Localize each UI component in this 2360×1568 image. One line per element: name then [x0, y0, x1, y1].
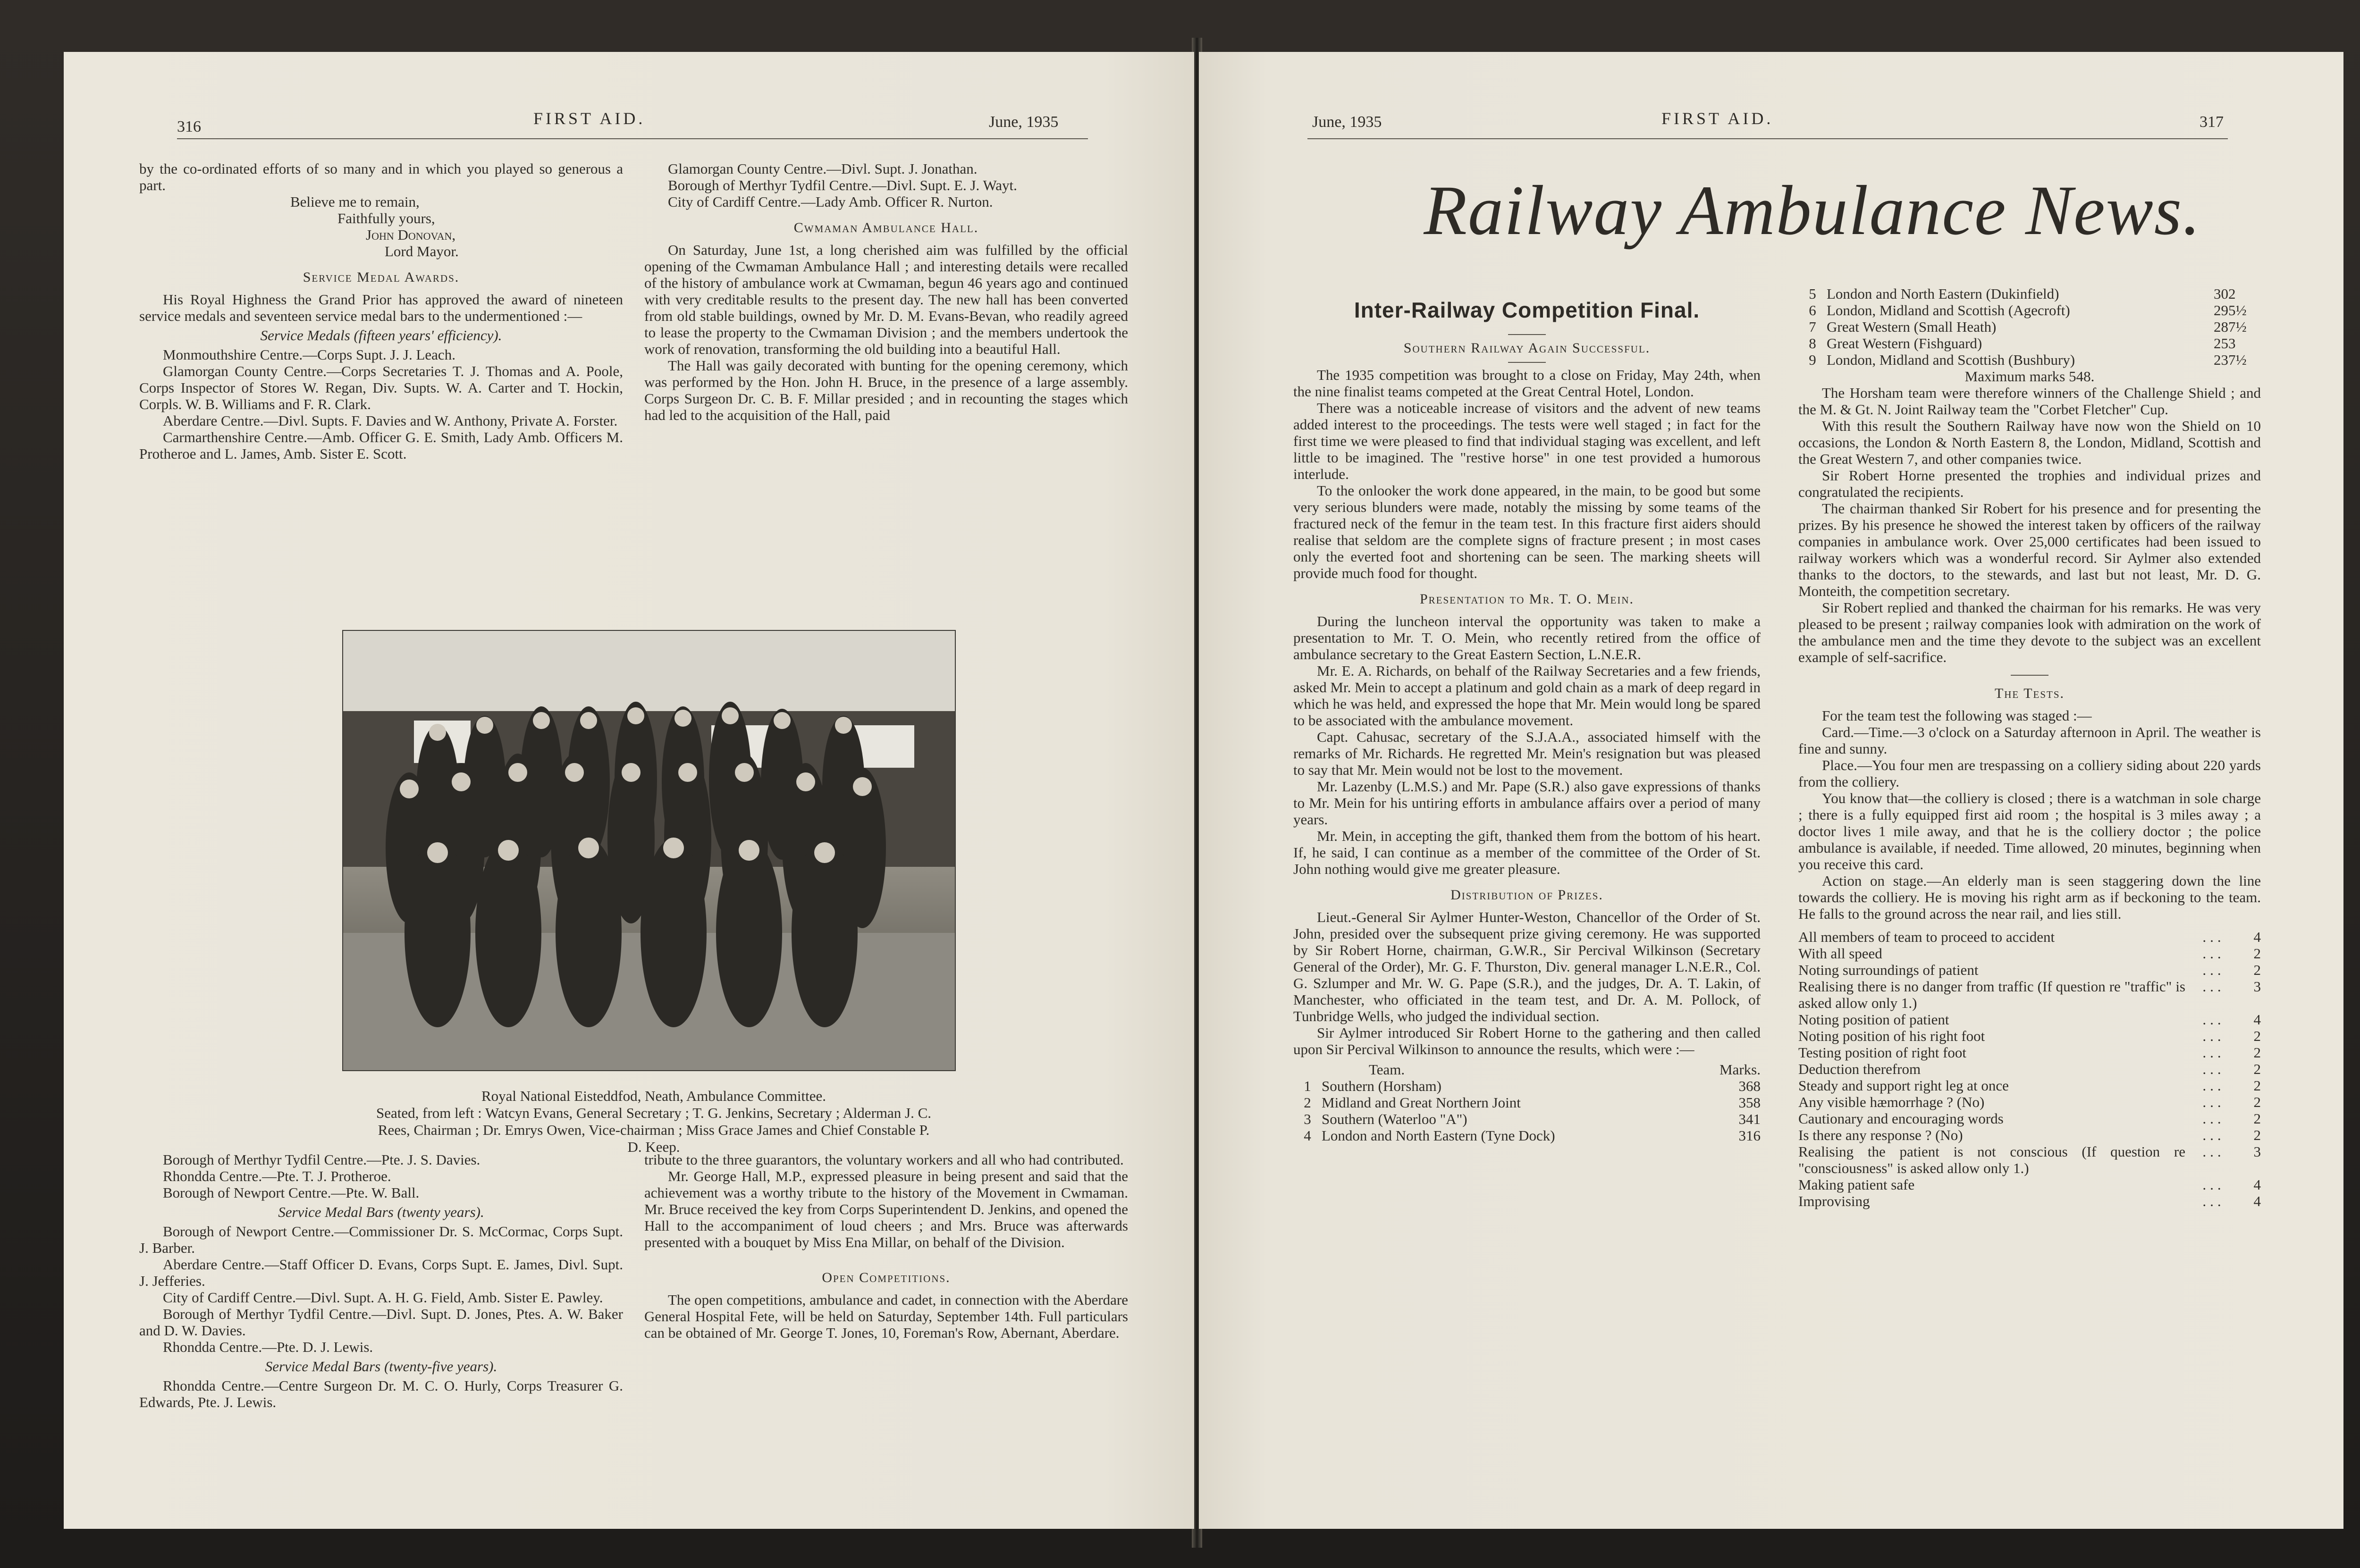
list-item: Aberdare Centre.—Divl. Supts. F. Davies and W. Anthony, Private A. Forster.	[163, 412, 618, 429]
marking-row: Realising the patient is not conscious (If question re "consciousness" is asked allow only 1.) ... 3	[1798, 1143, 2261, 1176]
marking-value: 3	[2253, 1143, 2261, 1160]
section-heading: The Tests.	[1994, 686, 2065, 701]
list-item: Borough of Newport Centre.—Commissioner Dr. S. McCormac, Corps Supt. J. Barber.	[139, 1223, 623, 1256]
marking-item: Realising the patient is not conscious (If question re "consciousness" is asked allow only 1.)	[1798, 1143, 2185, 1176]
marking-item: Any visible hæmorrhage ? (No)	[1798, 1094, 1985, 1110]
header-rule	[177, 138, 1088, 139]
section-title: Railway Ambulance News.	[1424, 171, 2201, 250]
paragraph: With this result the Southern Railway have now won the Shield on 10 occasions, the London & North Eastern 8, the London, Midland, Scottish and the Great Western 7, and other companies twice.	[1798, 418, 2261, 467]
sub-heading: Service Medal Bars (twenty-five years).	[265, 1358, 497, 1375]
marks: 358	[1738, 1094, 1761, 1111]
marking-item: Deduction therefrom	[1798, 1061, 1921, 1077]
marking-row: Realising there is no danger from traffic (If question re "traffic" is asked allow only 1.) ... 3	[1798, 978, 2261, 1011]
photo-caption	[375, 1088, 932, 1156]
paragraph: The Horsham team were therefore winners of the Challenge Shield ; and the M. & Gt. N. Joint Railway team the "Corbet Fletcher" Cup.	[1798, 385, 2261, 418]
divider	[2011, 675, 2048, 676]
section-heading: Cwmaman Ambulance Hall.	[793, 220, 979, 235]
position: 1	[1304, 1078, 1311, 1094]
divider	[1508, 334, 1546, 335]
table-row	[1798, 352, 2261, 368]
team-name: Southern (Horsham)	[1322, 1078, 1441, 1094]
team-name: London, Midland and Scottish (Bushbury)	[1827, 352, 2075, 368]
marking-value: 2	[2253, 1077, 2261, 1094]
paragraph: Lieut.-General Sir Aylmer Hunter-Weston, Chancellor of the Order of St. John, presided over the subsequent prize giving ceremony. He was supported by Sir Robert Horne, chairman, G.W.R., Sir Percival Wilkinson (Secretary General of the Order), Mr. G. F. Thurston, Div. general manager L.N.E.R., Col. G. Szlumper and Mr. W. G. Pape (S.R.), and the judges, Dr. A. T. Lakin, of Manchester, who officiated in the team test, and Dr. A. M. Pollock, of Tunbridge Wells, who judged the individual section.	[1293, 909, 1761, 1024]
marks: 368	[1738, 1078, 1761, 1094]
marking-value: 4	[2253, 1193, 2261, 1209]
marks: 287½	[2214, 319, 2247, 335]
marking-item: Making patient safe	[1798, 1176, 1915, 1193]
marking-item: Testing position of right foot	[1798, 1044, 1967, 1061]
list-item: City of Cardiff Centre.—Divl. Supt. A. H. G. Field, Amb. Sister E. Pawley.	[163, 1289, 603, 1306]
paragraph: Place.—You four men are trespassing on a colliery siding about 220 yards from the colliery.	[1798, 757, 2261, 790]
paragraph: To the onlooker the work done appeared, in the main, to be good but some very serious blunders were made, notably the missing by some teams of the fractured neck of the femur in the team test. In this fracture first aiders should realise that seldom are the complete signs of fracture present ; in most cases only the everted foot and shortening can be seen. The marking sheets will provide much food for thought.	[1293, 482, 1761, 581]
marking-value: 4	[2253, 1176, 2261, 1193]
list-item: Glamorgan County Centre.—Corps Secretaries T. J. Thomas and A. Poole, Corps Inspector of Stores W. Regan, Div. Supts. W. A. Carter and T. Hockin, Corpls. W. B. Williams and F. R. Clark.	[139, 363, 623, 412]
team-name: Midland and Great Northern Joint	[1322, 1094, 1521, 1111]
paragraph: The 1935 competition was brought to a close on Friday, May 24th, when the nine finalist teams competed at the Great Central Hotel, London.	[1293, 367, 1761, 400]
left-column-top	[139, 160, 623, 462]
paragraph: Sir Robert Horne presented the trophies and individual prizes and congratulated the recipients.	[1798, 467, 2261, 500]
left-column-bottom	[139, 1151, 623, 1410]
marking-value: 2	[2253, 1061, 2261, 1077]
list-item: Rhondda Centre.—Centre Surgeon Dr. M. C. O. Hurly, Corps Treasurer G. Edwards, Pte. J. Lewis.	[139, 1377, 623, 1410]
paragraph: For the team test the following was staged :—	[1822, 707, 2092, 724]
list-item: Aberdare Centre.—Staff Officer D. Evans, Corps Supt. E. James, Divl. Supt. J. Jefferies.	[139, 1256, 623, 1289]
paragraph: Mr. Lazenby (L.M.S.) and Mr. Pape (S.R.) also gave expressions of thanks to Mr. Mein for his untiring efforts in ambulance affairs over a period of many years.	[1293, 778, 1761, 828]
marking-item: Realising there is no danger from traffic (If question re "traffic" is asked allow only 1.)	[1798, 978, 2185, 1011]
marking-row: Testing position of right foot ... 2	[1798, 1044, 2261, 1061]
paragraph: There was a noticeable increase of visitors and the advent of new teams added interest to the proceedings. The tests were well staged ; in fact for the first time we were pleased to find that individual staging was excellent, and left little to be imagined. The "restive horse" in one test provided a humorous interlude.	[1293, 400, 1761, 482]
results-table-continued	[1798, 285, 2261, 368]
marking-row: Any visible hæmorrhage ? (No) ... 2	[1798, 1094, 2261, 1110]
table-row	[1798, 335, 2261, 352]
section-heading: Service Medal Awards.	[303, 269, 460, 285]
team-name: Great Western (Small Heath)	[1827, 319, 1997, 335]
marking-row: Noting position of his right foot ... 2	[1798, 1028, 2261, 1044]
issue-date: June, 1935	[1312, 113, 1382, 131]
marking-item: Steady and support right leg at once	[1798, 1077, 2009, 1094]
position: 3	[1304, 1111, 1311, 1127]
header-rule	[1307, 138, 2228, 139]
article-subtitle: Southern Railway Again Successful.	[1403, 340, 1651, 356]
marking-scheme	[1798, 929, 2261, 1209]
team-name: Great Western (Fishguard)	[1827, 335, 1982, 352]
marking-item: With all speed	[1798, 945, 1882, 962]
table-row	[1293, 1094, 1761, 1111]
marking-row: Deduction therefrom ... 2	[1798, 1061, 2261, 1077]
list-item: Glamorgan County Centre.—Divl. Supt. J. Jonathan.	[668, 160, 978, 177]
marking-value: 2	[2253, 1110, 2261, 1127]
group-photo-image	[343, 631, 956, 1071]
max-marks: Maximum marks 548.	[1964, 368, 2095, 385]
list-item: City of Cardiff Centre.—Lady Amb. Officer R. Nurton.	[668, 193, 993, 210]
table-row	[1293, 1127, 1761, 1144]
left-page	[64, 52, 1194, 1529]
table-row	[1798, 302, 2261, 319]
issue-date: June, 1935	[989, 113, 1059, 131]
marking-row: Noting position of patient ... 4	[1798, 1011, 2261, 1028]
article-title: Inter-Railway Competition Final.	[1354, 298, 1700, 322]
marking-item: All members of team to proceed to accident	[1798, 929, 2055, 945]
marking-row: All members of team to proceed to accident ... 4	[1798, 929, 2261, 945]
table-row	[1293, 1078, 1761, 1094]
letter-closing: Faithfully yours,	[337, 210, 435, 226]
paragraph: On Saturday, June 1st, a long cherished aim was fulfilled by the official opening of the Cwmaman Ambulance Hall ; and interesting details were recalled of the history of ambulance work at Cwmaman, begun 46 years ago and continued with very creditable results to the present day. The new hall has been converted from old stable buildings, owned by Mr. D. M. Evans-Bevan, who readily agreed to lease the property to the Cwmaman Division ; and the members undertook the work of renovation, transforming the old building into a beautiful Hall.	[644, 242, 1128, 357]
team-header: Team.	[1369, 1061, 1405, 1078]
list-item: Rhondda Centre.—Pte. D. J. Lewis.	[163, 1339, 373, 1355]
table-row	[1293, 1111, 1761, 1127]
right-column-bottom	[644, 1151, 1128, 1341]
marking-item: Noting position of patient	[1798, 1011, 1949, 1028]
divider	[1508, 362, 1546, 363]
marks: 295½	[2214, 302, 2247, 319]
paragraph: tribute to the three guarantors, the voluntary workers and all who had contributed.	[644, 1151, 1124, 1168]
list-item: Rhondda Centre.—Pte. T. J. Protheroe.	[163, 1168, 391, 1184]
sub-heading: Service Medal Bars (twenty years).	[278, 1204, 484, 1220]
marking-value: 2	[2253, 1127, 2261, 1143]
results-header	[1293, 1061, 1761, 1078]
paragraph: Mr. Mein, in accepting the gift, thanked them from the bottom of his heart. If, he said, I can continue as a member of the committee of the Order of St. John nothing would give me greater pleasure.	[1293, 828, 1761, 877]
marking-value: 4	[2253, 929, 2261, 945]
marking-value: 4	[2253, 1011, 2261, 1028]
marking-item: Noting position of his right foot	[1798, 1028, 1985, 1044]
paragraph: The chairman thanked Sir Robert for his presence and for presenting the prizes. By his presence he showed the interest taken by officers of the railway companies in ambulance work. Over 25,000 certificates had been issued to railway workers which was a wonderful record. Sir Aylmer also extended thanks to the doctors, to the stewards, and last but not least, Mr. D. G. Monteith, the competition secretary.	[1798, 500, 2261, 599]
marking-row: Noting surroundings of patient ... 2	[1798, 962, 2261, 978]
marking-row: Cautionary and encouraging words ... 2	[1798, 1110, 2261, 1127]
marks: 253	[2214, 335, 2236, 352]
group-photograph	[342, 630, 956, 1071]
marking-row: Steady and support right leg at once ... 2	[1798, 1077, 2261, 1094]
paragraph: Sir Aylmer introduced Sir Robert Horne to the gathering and then called upon Sir Percival Wilkinson to announce the results, which were :—	[1293, 1024, 1761, 1057]
paragraph: His Royal Highness the Grand Prior has approved the award of nineteen service medals and seventeen service medal bars to the undermentioned :—	[139, 291, 623, 324]
section-heading: Open Competitions.	[822, 1270, 951, 1285]
paragraph: Mr. E. A. Richards, on behalf of the Railway Secretaries and a few friends, asked Mr. Mein to accept a platinum and gold chain as a mark of deep regard in which he was held, and expressed the hope that Mr. Mein would long be spared to be associated with the ambulance movement.	[1293, 662, 1761, 729]
team-name: London and North Eastern (Tyne Dock)	[1322, 1127, 1555, 1144]
paragraph: by the co-ordinated efforts of so many and in which you played so generous a part.	[139, 160, 623, 193]
caption-text: Seated, from left : Watcyn Evans, General Secretary ; T. G. Jenkins, Secretary ; Alderman J. C. Rees, Chairman ; Dr. Emrys Owen, Vice-chairman ; Miss Grace James and Chief Constable P. D. Keep.	[376, 1105, 932, 1155]
paragraph: Sir Robert replied and thanked the chairman for his remarks. He was very pleased to be present ; railway companies look with admiration on the work of the ambulance men and the time they devote to the subject was an excellent example of self-sacrifice.	[1798, 599, 2261, 665]
caption-title: Royal National Eisteddfod, Neath, Ambulance Committee.	[481, 1088, 826, 1104]
team-name: Southern (Waterloo "A")	[1322, 1111, 1467, 1127]
page-number: 317	[2200, 113, 2224, 131]
marking-row: Is there any response ? (No) ... 2	[1798, 1127, 2261, 1143]
paragraph: Action on stage.—An elderly man is seen staggering down the line towards the colliery. He is moving his right arm as if beckoning to the team. He falls to the ground across the near rail, and lies still.	[1798, 872, 2261, 922]
position: 9	[1809, 352, 1816, 368]
right-column-top	[644, 160, 1128, 423]
marking-value: 3	[2253, 978, 2261, 995]
position: 5	[1809, 285, 1816, 302]
sub-heading: Service Medals (fifteen years' efficiency).	[260, 327, 502, 344]
running-head: FIRST AID.	[533, 109, 646, 128]
marking-item: Is there any response ? (No)	[1798, 1127, 1963, 1143]
marking-value: 2	[2253, 945, 2261, 962]
paragraph: The Hall was gaily decorated with bunting for the opening ceremony, which was performed by the Hon. John H. Bruce, in the presence of a large assembly. Corps Surgeon Dr. C. B. F. Millar presided ; and in recounting the stages which had led to the acquisition of the Hall, paid	[644, 357, 1128, 423]
list-item: Monmouthshire Centre.—Corps Supt. J. J. Leach.	[163, 346, 455, 363]
right-page-column-2	[1798, 285, 2261, 1209]
paragraph: The open competitions, ambulance and cadet, in connection with the Aberdare General Hospital Fete, will be held on Saturday, September 14th. Full particulars can be obtained of Mr. George T. Jones, 10, Foreman's Row, Abernant, Aberdare.	[644, 1291, 1128, 1341]
position: 7	[1809, 319, 1816, 335]
running-head: FIRST AID.	[1661, 109, 1774, 128]
table-row	[1798, 285, 2261, 302]
position: 4	[1304, 1127, 1311, 1144]
marking-value: 2	[2253, 1028, 2261, 1044]
letter-closing: Believe me to remain,	[290, 193, 420, 210]
marking-row: With all speed ... 2	[1798, 945, 2261, 962]
position: 2	[1304, 1094, 1311, 1111]
paragraph: During the luncheon interval the opportunity was taken to make a presentation to Mr. T. O. Mein, who recently retired from the office of ambulance secretary to the Great Eastern Section, L.N.E.R.	[1293, 613, 1761, 662]
section-heading: Distribution of Prizes.	[1450, 887, 1603, 903]
right-page-column-1	[1293, 330, 1761, 1144]
list-item: Borough of Merthyr Tydfil Centre.—Divl. Supt. D. Jones, Ptes. A. W. Baker and D. W. Davies.	[139, 1306, 623, 1339]
paragraph: You know that—the colliery is closed ; there is a watchman in sole charge ; there is a fully equipped first aid room ; the hospital is 3 miles away ; a doctor lives 1 mile away, and that he is the colliery doctor ; the police ambulance is available, if needed. Time allowed, 20 minutes, beginning when you receive this card.	[1798, 790, 2261, 872]
marking-row: Making patient safe ... 4	[1798, 1176, 2261, 1193]
paragraph: Card.—Time.—3 o'clock on a Saturday afternoon in April. The weather is fine and sunny.	[1798, 724, 2261, 757]
marking-item: Improvising	[1798, 1193, 1870, 1209]
table-row	[1798, 319, 2261, 335]
marking-value: 2	[2253, 1044, 2261, 1061]
team-name: London, Midland and Scottish (Agecroft)	[1827, 302, 2070, 319]
list-item: Borough of Merthyr Tydfil Centre.—Pte. J. S. Davies.	[163, 1151, 480, 1168]
marking-item: Noting surroundings of patient	[1798, 962, 1979, 978]
position: 8	[1809, 335, 1816, 352]
signature: John Donovan,	[366, 226, 456, 243]
paragraph: Capt. Cahusac, secretary of the S.J.A.A., associated himself with the remarks of Mr. Richards. He regretted Mr. Mein's resignation but was pleased to say that Mr. Mein would not be lost to the movement.	[1293, 729, 1761, 778]
marks: 316	[1738, 1127, 1761, 1144]
list-item: Borough of Merthyr Tydfil Centre.—Divl. Supt. E. J. Wayt.	[668, 177, 1017, 193]
section-heading: Presentation to Mr. T. O. Mein.	[1419, 591, 1634, 607]
paragraph: Mr. George Hall, M.P., expressed pleasure in being present and said that the achievement was a worthy tribute to the history of the Movement in Cwmaman. Mr. Bruce received the key from Corps Superintendent D. Jenkins, and opened the Hall to the accompaniment of loud cheers ; and Mrs. Bruce was afterwards presented with a bouquet by Miss Ena Millar, on behalf of the Division.	[644, 1168, 1128, 1250]
marks: 237½	[2214, 352, 2247, 368]
results-table	[1293, 1061, 1761, 1144]
page-number: 316	[177, 118, 201, 135]
marking-item: Cautionary and encouraging words	[1798, 1110, 2004, 1127]
team-name: London and North Eastern (Dukinfield)	[1827, 285, 2059, 302]
marking-row: Improvising ... 4	[1798, 1193, 2261, 1209]
position: 6	[1809, 302, 1816, 319]
marks-header: Marks.	[1719, 1061, 1761, 1078]
signature-title: Lord Mayor.	[385, 243, 459, 260]
list-item: Borough of Newport Centre.—Pte. W. Ball.	[163, 1184, 420, 1201]
marks: 302	[2214, 285, 2236, 302]
marking-value: 2	[2253, 1094, 2261, 1110]
marking-value: 2	[2253, 962, 2261, 978]
list-item: Carmarthenshire Centre.—Amb. Officer G. E. Smith, Lady Amb. Officers M. Protheroe and L. James, Amb. Sister E. Scott.	[139, 429, 623, 462]
marks: 341	[1738, 1111, 1761, 1127]
